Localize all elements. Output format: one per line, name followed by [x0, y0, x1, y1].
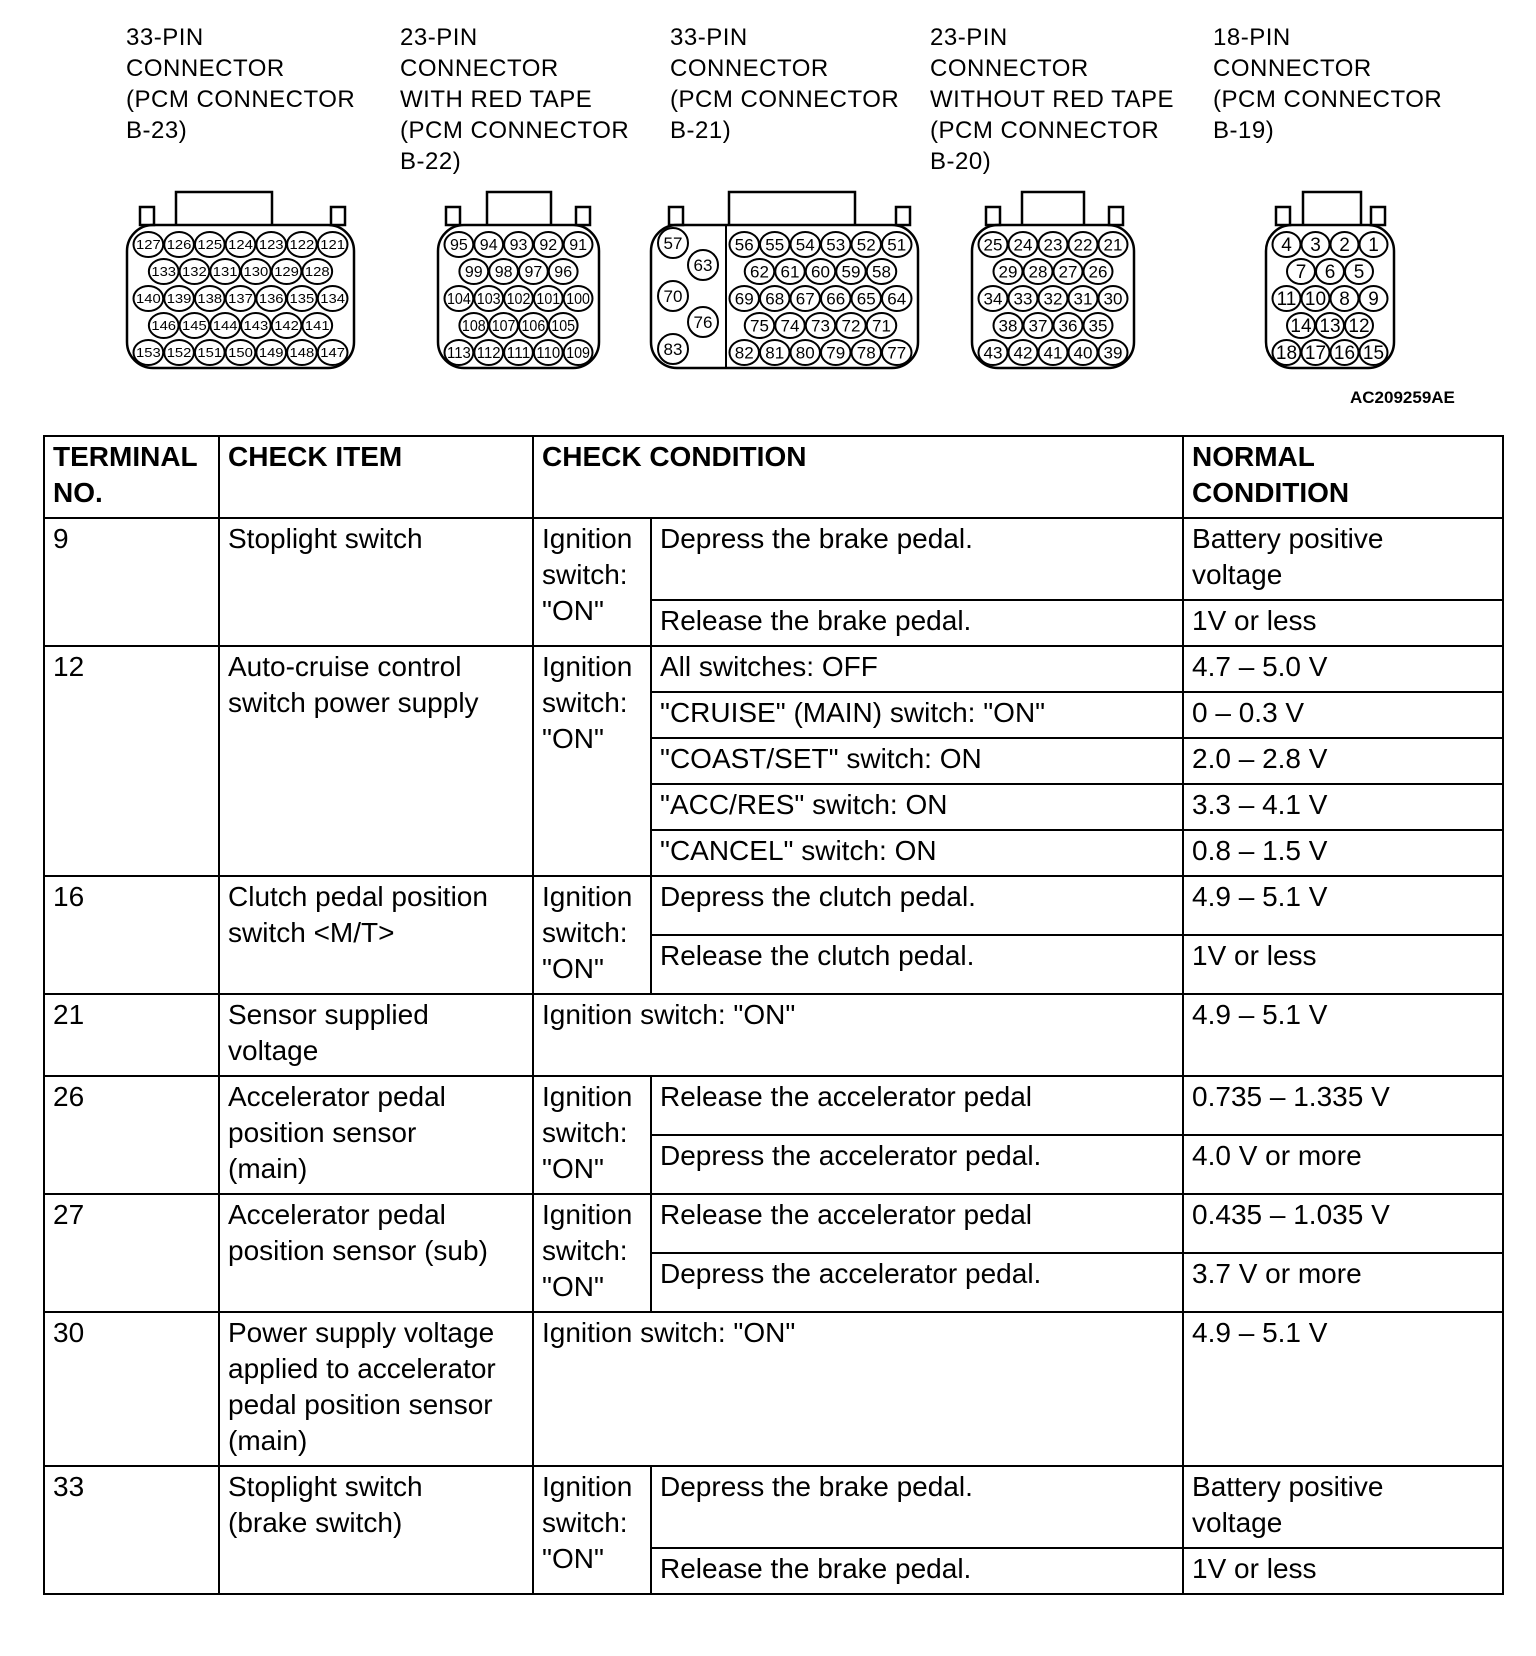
pin-number: 58 [872, 262, 891, 282]
pin-number: 4 [1281, 235, 1292, 257]
pin-number: 152 [166, 345, 192, 361]
normal-condition-cell: 4.9 – 5.1 V [1183, 1312, 1503, 1466]
pin-number: 94 [479, 237, 498, 255]
normal-condition-cell: 0.435 – 1.035 V [1183, 1194, 1503, 1253]
pin-number: 6 [1324, 262, 1336, 284]
pin-number: 25 [983, 235, 1003, 255]
pin-number: 79 [826, 343, 846, 363]
pin-number: 132 [182, 264, 207, 280]
pin-number: 18 [1275, 343, 1298, 365]
pin-number: 74 [780, 316, 800, 336]
connector-latch [986, 207, 1000, 225]
connector-label-line: B-21) [670, 117, 732, 144]
pin-number: 140 [136, 291, 161, 307]
pin-number: 131 [212, 264, 238, 280]
pin-number: 122 [289, 237, 315, 253]
normal-condition-cell: 4.9 – 5.1 V [1183, 876, 1503, 935]
pin-number: 144 [212, 318, 238, 334]
pin-number: 97 [524, 264, 543, 282]
connector-latch [140, 207, 154, 225]
pin-number: 21 [1103, 235, 1123, 255]
pin-number: 95 [450, 237, 468, 255]
pin-number: 3 [1310, 235, 1321, 257]
normal-condition-cell: Battery positive voltage [1183, 518, 1503, 600]
terminal-cell: 30 [44, 1312, 219, 1466]
connector-label-line: 33-PIN [670, 24, 748, 51]
condition-cell: Depress the brake pedal. [651, 518, 1183, 600]
connector-label-line: 23-PIN [930, 24, 1008, 51]
pin-number: 60 [811, 262, 830, 282]
terminal-cell: 16 [44, 876, 219, 994]
pin-number: 80 [795, 343, 815, 363]
pin-number: 75 [750, 316, 769, 336]
normal-condition-cell: 4.0 V or more [1183, 1135, 1503, 1194]
pin-number: 82 [734, 343, 754, 363]
pin-number: 108 [461, 318, 486, 336]
condition-cell: Ignition switch: "ON" [533, 994, 1183, 1076]
pin-number: 28 [1028, 262, 1048, 282]
header-check-condition: CHECK CONDITION [533, 436, 1183, 518]
pin-number: 146 [151, 318, 177, 334]
table-header-row [44, 436, 1503, 518]
check-table [43, 435, 1504, 1595]
figure-id: AC209259AE [1350, 388, 1455, 407]
connector-latch [896, 207, 910, 225]
pin-number: 133 [151, 264, 177, 280]
condition-group-cell: Ignition switch: "ON" [533, 1076, 651, 1194]
normal-condition-cell: 3.7 V or more [1183, 1253, 1503, 1312]
connector-label-line: (PCM CONNECTOR [930, 117, 1160, 144]
pin-number: 12 [1348, 316, 1370, 338]
pin-number: 136 [258, 291, 284, 307]
pin-number: 1 [1368, 235, 1379, 257]
connector-label-line: 33-PIN [126, 24, 204, 51]
normal-condition-cell: 1V or less [1183, 935, 1503, 994]
pin-number: 73 [811, 316, 830, 336]
connector-latch [446, 207, 460, 225]
pin-number: 23 [1043, 235, 1063, 255]
table-body [44, 518, 1503, 1594]
normal-condition-cell: 3.3 – 4.1 V [1183, 784, 1503, 830]
pin-number: 128 [304, 264, 330, 280]
condition-cell: Depress the accelerator pedal. [651, 1253, 1183, 1312]
pin-number: 42 [1013, 343, 1033, 363]
condition-cell: "ACC/RES" switch: ON [651, 784, 1183, 830]
condition-group-cell: Ignition switch: "ON" [533, 646, 651, 876]
pin-number: 16 [1333, 343, 1356, 365]
pin-number: 72 [841, 316, 861, 336]
condition-group-cell: Ignition switch: "ON" [533, 876, 651, 994]
pin-number: 26 [1088, 262, 1108, 282]
connector-label-line: B-19) [1213, 117, 1275, 144]
pin-number: 54 [795, 235, 815, 255]
normal-condition-cell: 0.8 – 1.5 V [1183, 830, 1503, 876]
pin-number: 125 [197, 237, 223, 253]
condition-cell: Ignition switch: "ON" [533, 1312, 1183, 1466]
pin-number: 98 [494, 264, 513, 282]
connector-latch [576, 207, 590, 225]
connector-label-line: CONNECTOR [1213, 55, 1372, 82]
normal-condition-cell: 4.9 – 5.1 V [1183, 994, 1503, 1076]
pin-number: 65 [856, 289, 876, 309]
pin-number: 107 [491, 318, 516, 336]
condition-cell: Release the brake pedal. [651, 600, 1183, 646]
check-item-cell: Stoplight switch [219, 518, 533, 646]
pin-number: 113 [447, 345, 471, 363]
pin-number: 99 [464, 264, 483, 282]
normal-condition-cell: 0.735 – 1.335 V [1183, 1076, 1503, 1135]
normal-condition-cell: 4.7 – 5.0 V [1183, 646, 1503, 692]
normal-condition-cell: 1V or less [1183, 600, 1503, 646]
pin-number: 68 [765, 289, 785, 309]
pin-number: 83 [663, 340, 683, 359]
pin-number: 13 [1319, 316, 1341, 338]
terminal-cell: 26 [44, 1076, 219, 1194]
pin-number: 62 [750, 262, 769, 282]
check-item-cell: Stoplight switch (brake switch) [219, 1466, 533, 1594]
pin-number: 17 [1304, 343, 1327, 365]
condition-cell: All switches: OFF [651, 646, 1183, 692]
normal-condition-cell: 0 – 0.3 V [1183, 692, 1503, 738]
pin-number: 104 [447, 291, 471, 309]
normal-condition-cell: Battery positive voltage [1183, 1466, 1503, 1548]
condition-group-cell: Ignition switch: "ON" [533, 1194, 651, 1312]
terminal-cell: 9 [44, 518, 219, 646]
pin-number: 111 [506, 345, 531, 363]
check-item-cell: Sensor supplied voltage [219, 994, 533, 1076]
terminal-cell: 12 [44, 646, 219, 876]
pin-number: 129 [274, 264, 299, 280]
header-terminal: TERMINAL NO. [44, 436, 219, 518]
pin-number: 69 [734, 289, 754, 309]
connector-latch [669, 207, 683, 225]
terminal-cell: 33 [44, 1466, 219, 1594]
connector-latch [331, 207, 345, 225]
pin-number: 102 [506, 291, 531, 309]
pin-number: 78 [856, 343, 876, 363]
pin-number: 134 [320, 291, 345, 307]
pin-number: 33 [1013, 289, 1033, 309]
check-item-cell: Clutch pedal position switch <M/T> [219, 876, 533, 994]
condition-cell: Release the clutch pedal. [651, 935, 1183, 994]
pin-number: 59 [841, 262, 861, 282]
pin-number: 40 [1073, 343, 1093, 363]
pin-number: 130 [243, 264, 269, 280]
pin-number: 61 [780, 262, 800, 282]
condition-cell: Release the brake pedal. [651, 1548, 1183, 1594]
header-normal-condition: NORMAL CONDITION [1183, 436, 1503, 518]
pin-number: 71 [872, 316, 891, 336]
connector-label-line: CONNECTOR [400, 55, 559, 82]
pin-number: 142 [274, 318, 299, 334]
condition-cell: "COAST/SET" switch: ON [651, 738, 1183, 784]
connector-label-line: B-22) [400, 148, 462, 175]
pin-number: 110 [536, 345, 561, 363]
pin-number: 145 [182, 318, 207, 334]
condition-group-cell: Ignition switch: "ON" [533, 1466, 651, 1594]
condition-cell: "CANCEL" switch: ON [651, 830, 1183, 876]
pin-number: 24 [1013, 235, 1033, 255]
pin-number: 92 [539, 237, 558, 255]
pin-number: 10 [1304, 289, 1327, 311]
connector-label-line: 23-PIN [400, 24, 478, 51]
pin-number: 14 [1290, 316, 1312, 338]
pin-number: 53 [826, 235, 846, 255]
check-item-cell: Accelerator pedal position sensor (sub) [219, 1194, 533, 1312]
pin-number: 39 [1103, 343, 1123, 363]
pin-number: 148 [289, 345, 315, 361]
pin-number: 31 [1073, 289, 1093, 309]
pin-number: 101 [536, 291, 561, 309]
pin-number: 51 [887, 235, 907, 255]
pin-number: 100 [566, 291, 591, 309]
pin-number: 135 [289, 291, 315, 307]
table-row [44, 1076, 1503, 1135]
pin-number: 126 [166, 237, 192, 253]
condition-cell: Release the accelerator pedal [651, 1194, 1183, 1253]
check-item-cell: Auto-cruise control switch power supply [219, 646, 533, 876]
pin-number: 5 [1353, 262, 1365, 284]
connector-pinout-drawing [0, 0, 1536, 420]
pin-number: 147 [320, 345, 345, 361]
pin-number: 103 [476, 291, 501, 309]
table-row [44, 876, 1503, 935]
pin-number: 137 [228, 291, 253, 307]
table-row [44, 994, 1503, 1076]
table-row [44, 646, 1503, 692]
pin-number: 55 [765, 235, 785, 255]
table-row [44, 1312, 1503, 1466]
connector-label-line: CONNECTOR [670, 55, 829, 82]
pin-number: 77 [887, 343, 907, 363]
pin-number: 22 [1073, 235, 1093, 255]
condition-cell: Depress the brake pedal. [651, 1466, 1183, 1548]
terminal-cell: 21 [44, 994, 219, 1076]
pin-number: 67 [795, 289, 815, 309]
table-row [44, 518, 1503, 600]
connector-key-tab [1022, 192, 1084, 225]
connector-label-line: (PCM CONNECTOR [670, 86, 900, 113]
pin-number: 32 [1043, 289, 1063, 309]
connector-latch [1371, 207, 1385, 225]
pin-number: 64 [887, 289, 907, 309]
normal-condition-cell: 1V or less [1183, 1548, 1503, 1594]
pin-number: 150 [228, 345, 253, 361]
pin-number: 8 [1339, 289, 1350, 311]
connector-key-tab [1303, 192, 1361, 225]
pin-number: 153 [136, 345, 161, 361]
pin-number: 36 [1058, 316, 1078, 336]
condition-cell: "CRUISE" (MAIN) switch: "ON" [651, 692, 1183, 738]
pin-number: 43 [983, 343, 1003, 363]
pin-number: 141 [304, 318, 330, 334]
pin-number: 27 [1058, 262, 1078, 282]
pin-number: 112 [476, 345, 501, 363]
pin-number: 11 [1276, 289, 1297, 311]
pin-number: 143 [243, 318, 269, 334]
condition-group-cell: Ignition switch: "ON" [533, 518, 651, 646]
pin-number: 123 [258, 237, 284, 253]
pin-number: 109 [566, 345, 591, 363]
pin-number: 96 [554, 264, 573, 282]
connector-latch [1109, 207, 1123, 225]
pin-number: 91 [569, 237, 587, 255]
connector-label-line: WITHOUT RED TAPE [930, 86, 1175, 113]
pin-number: 38 [998, 316, 1018, 336]
pin-number: 30 [1103, 289, 1123, 309]
check-item-cell: Power supply voltage applied to accelerator pedal position sensor (main) [219, 1312, 533, 1466]
pin-number: 70 [663, 287, 683, 306]
connector-label-line: (PCM CONNECTOR [126, 86, 356, 113]
connector-label-line: (PCM CONNECTOR [1213, 86, 1443, 113]
connector-latch [1276, 207, 1290, 225]
pin-number: 7 [1295, 262, 1307, 284]
connector-label-line: B-20) [930, 148, 992, 175]
pin-number: 139 [166, 291, 192, 307]
connector-label-line: (PCM CONNECTOR [400, 117, 630, 144]
condition-cell: Release the accelerator pedal [651, 1076, 1183, 1135]
connector-label-line: CONNECTOR [930, 55, 1089, 82]
connector-label-line: 18-PIN [1213, 24, 1291, 51]
pin-number: 2 [1339, 235, 1350, 257]
connector-label-line: B-23) [126, 117, 188, 144]
connector-key-tab [487, 192, 551, 225]
check-item-cell: Accelerator pedal position sensor (main) [219, 1076, 533, 1194]
pin-number: 106 [521, 318, 546, 336]
pin-number: 149 [258, 345, 284, 361]
terminal-cell: 27 [44, 1194, 219, 1312]
connector-label-line: CONNECTOR [126, 55, 285, 82]
pin-number: 81 [765, 343, 785, 363]
table-row [44, 1466, 1503, 1548]
pin-number: 34 [983, 289, 1003, 309]
table-row [44, 1194, 1503, 1253]
pin-number: 151 [197, 345, 223, 361]
pin-number: 63 [693, 256, 713, 275]
pin-number: 35 [1088, 316, 1108, 336]
pin-number: 127 [136, 237, 161, 253]
pin-number: 76 [693, 313, 713, 332]
header-check-item: CHECK ITEM [219, 436, 533, 518]
pin-number: 9 [1368, 289, 1379, 311]
pin-number: 57 [663, 234, 683, 253]
connector-label-line: WITH RED TAPE [400, 86, 593, 113]
pin-number: 41 [1043, 343, 1063, 363]
pin-number: 56 [734, 235, 754, 255]
pin-number: 52 [856, 235, 876, 255]
pin-number: 15 [1362, 343, 1385, 365]
normal-condition-cell: 2.0 – 2.8 V [1183, 738, 1503, 784]
condition-cell: Depress the accelerator pedal. [651, 1135, 1183, 1194]
pin-number: 124 [228, 237, 253, 253]
pin-number: 66 [826, 289, 846, 309]
pin-number: 37 [1028, 316, 1048, 336]
pin-number: 105 [551, 318, 576, 336]
connector-key-tab [729, 192, 855, 225]
condition-cell: Depress the clutch pedal. [651, 876, 1183, 935]
connector-diagrams [0, 0, 1536, 420]
connector-key-tab [176, 192, 272, 225]
pin-number: 138 [197, 291, 223, 307]
pin-number: 93 [509, 237, 528, 255]
pin-number: 121 [320, 237, 345, 253]
pin-number: 29 [998, 262, 1018, 282]
